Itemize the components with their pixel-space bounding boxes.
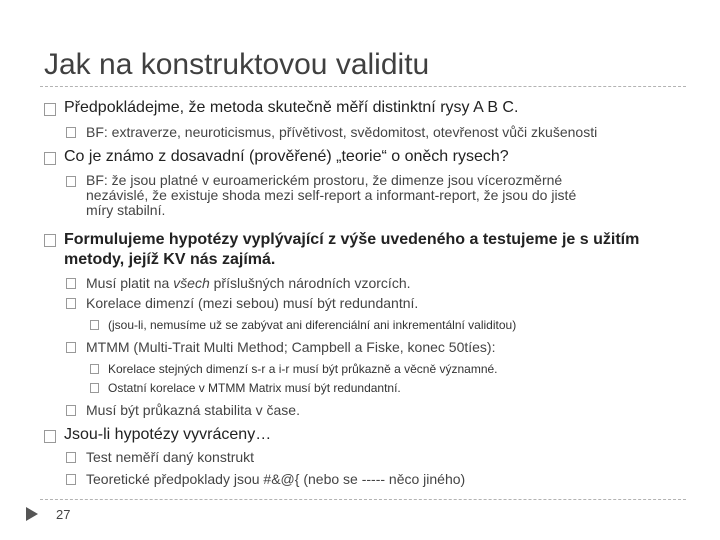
bullet-mtmm: MTMM (Multi-Trait Multi Method; Campbell a Fiske, konec 50tíes): xyxy=(86,339,496,355)
text-part: příslušných národních vzorcích. xyxy=(209,275,411,291)
page-number: 27 xyxy=(56,507,71,522)
bullet-icon xyxy=(66,342,76,353)
bullet-icon xyxy=(66,176,76,187)
slide-title: Jak na konstruktovou validitu xyxy=(44,48,430,81)
bullet-icon xyxy=(44,103,56,116)
bullet-bf-properties xyxy=(86,173,576,218)
bullet-redundant-correlations: Korelace dimenzí (mezi sebou) musí být redundantní. xyxy=(86,295,419,311)
bullet-icon xyxy=(66,452,76,463)
text-part: Musí platit na xyxy=(86,275,174,291)
bullet-theory-wrong: Teoretické předpoklady jsou #&@{ (nebo se ----- něco jiného) xyxy=(86,471,466,487)
bullet-known-theory: Co je známo z dosavadní (prověřené) „teorie“ o oněch rysech? xyxy=(64,148,509,165)
text-line: metody, jejíž KV nás zajímá. xyxy=(64,251,276,268)
bullet-icon xyxy=(44,234,56,247)
bullet-icon xyxy=(90,320,99,330)
bullet-refuted: Jsou-li hypotézy vyvráceny… xyxy=(64,426,272,443)
text-line: Formulujeme hypotézy vyplývající z výše uvedeného a testujeme je s užitím xyxy=(64,231,640,248)
bullet-other-correlations: Ostatní korelace v MTMM Matrix musí být redundantní. xyxy=(108,381,401,395)
title-divider xyxy=(40,86,686,87)
bullet-icon xyxy=(90,364,99,374)
bullet-validity-note: (jsou-li, nemusíme už se zabývat ani diferenciální ani inkrementální validitou) xyxy=(108,318,517,332)
bullet-icon xyxy=(44,430,56,443)
text-line: BF: že jsou platné v euroamerickém prostoru, že dimenze jsou vícerozměrné xyxy=(86,172,563,188)
bullet-icon xyxy=(66,278,76,289)
bullet-assumption: Předpokládejme, že metoda skutečně měří distinktní rysy A B C. xyxy=(64,99,519,116)
text-line: míry stabilní. xyxy=(86,202,166,218)
text-line: nezávislé, že existuje shoda mezi self-report a informant-report, že jsou do jisté xyxy=(86,187,577,203)
emphasis: všech xyxy=(173,275,210,291)
bullet-same-dimensions: Korelace stejných dimenzí s-r a i-r musí být průkazně a věcně významné. xyxy=(108,362,498,376)
footer-divider xyxy=(40,499,686,500)
arrow-right-icon xyxy=(26,507,38,521)
bullet-stability: Musí být průkazná stabilita v čase. xyxy=(86,402,300,418)
bullet-icon xyxy=(90,383,99,393)
bullet-not-measuring: Test neměří daný konstrukt xyxy=(86,449,255,465)
bullet-icon xyxy=(66,405,76,416)
bullet-bf-traits: BF: extraverze, neuroticismus, přívětivost, svědomitost, otevřenost vůči zkušenosti xyxy=(86,124,598,140)
bullet-icon xyxy=(66,474,76,485)
bullet-hypotheses xyxy=(64,230,639,270)
bullet-icon xyxy=(66,298,76,309)
bullet-icon xyxy=(66,127,76,138)
bullet-national-samples xyxy=(86,275,411,291)
bullet-icon xyxy=(44,152,56,165)
